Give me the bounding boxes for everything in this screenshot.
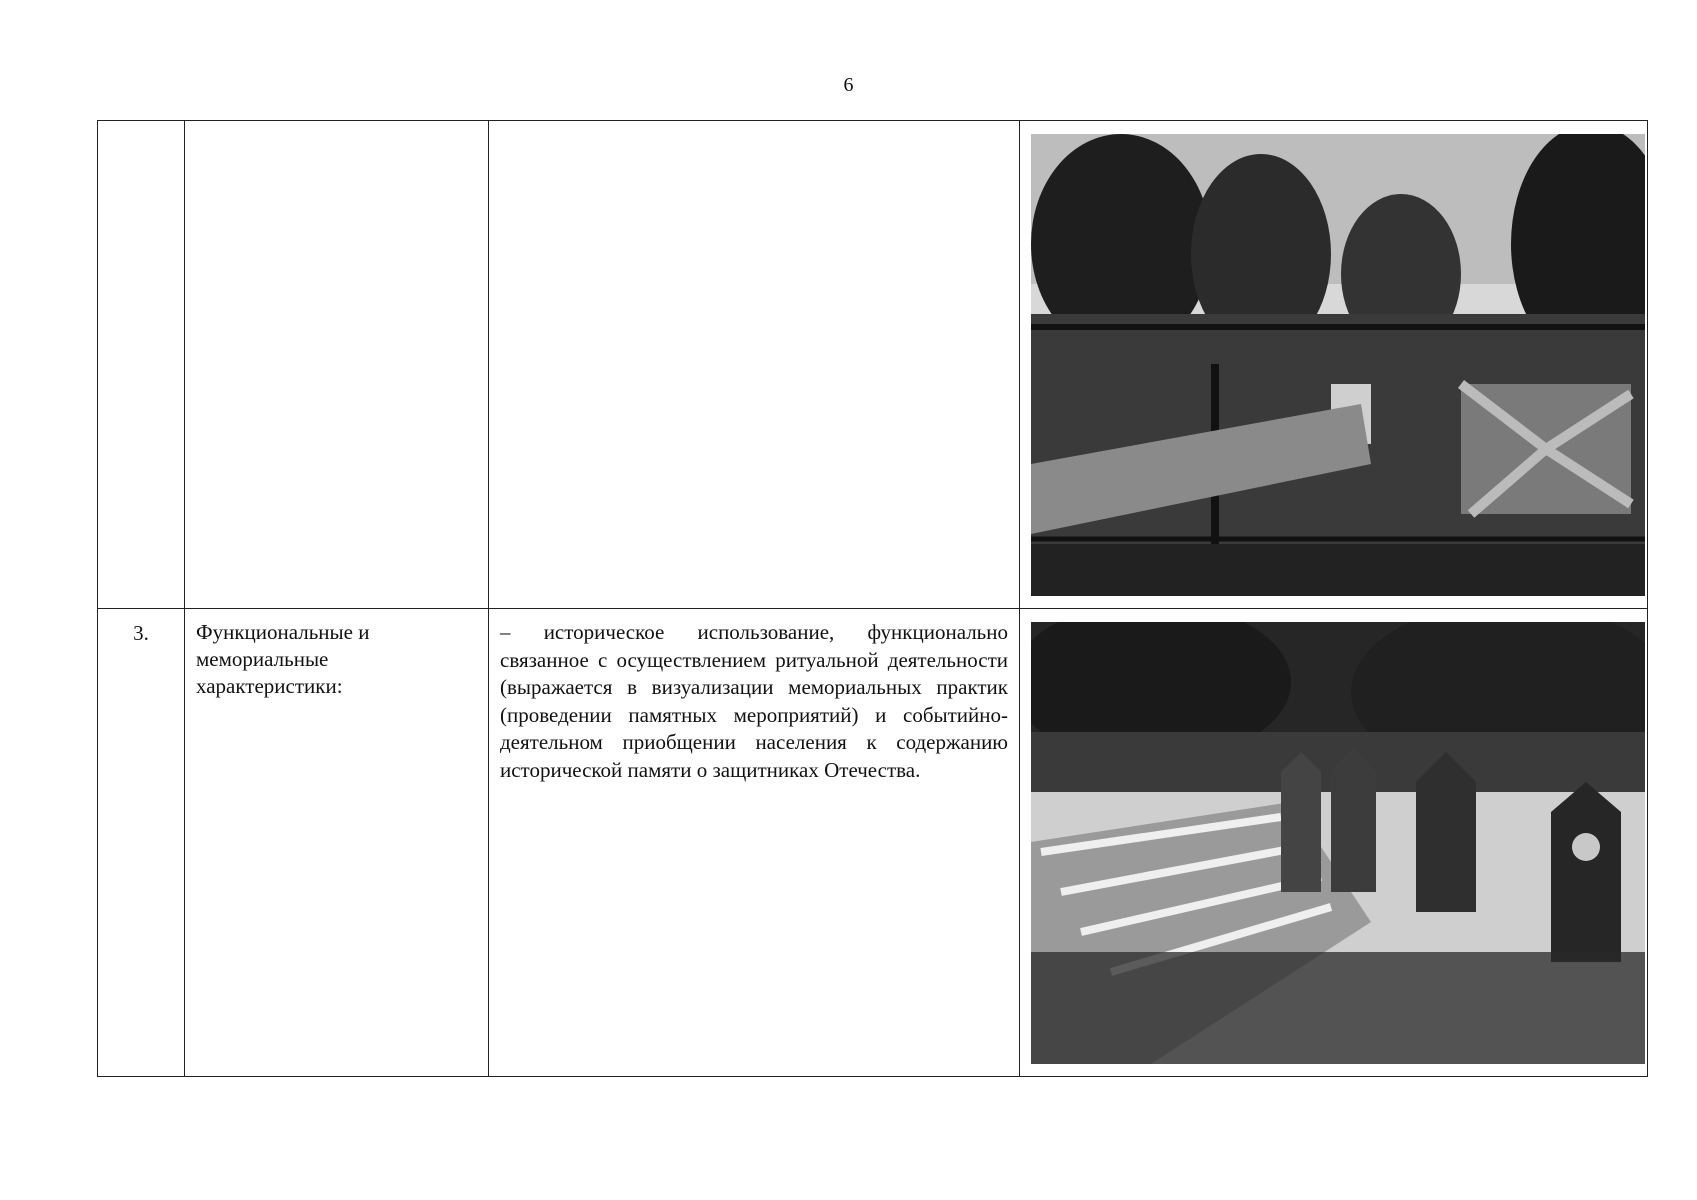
row-number-cell: 3. [98, 609, 185, 1077]
table-row [98, 609, 1648, 1077]
row-description-cell: – историческое использование, функционально связанное с осуществлением ритуальной деятельности (выражается в визуализации мемориальных практик (проведении памятных мероприятий) и событийно-деятельном приобщении населения к содержанию исторической памяти о защитниках Отечества. [489, 609, 1020, 1077]
cemetery-photo-icon [1031, 134, 1645, 596]
table-row [98, 121, 1648, 609]
row-name-cell: Функциональные и мемориальные характеристики: [185, 609, 489, 1077]
row-name-cell [185, 121, 489, 609]
row-photo-cell [1020, 609, 1648, 1077]
page-number: 6 [843, 74, 854, 96]
row-photo-cell [1020, 121, 1648, 609]
document-table [97, 120, 1648, 1077]
memorial-graves-photo-icon [1031, 622, 1645, 1064]
row-number-cell [98, 121, 185, 609]
row-description-cell [489, 121, 1020, 609]
